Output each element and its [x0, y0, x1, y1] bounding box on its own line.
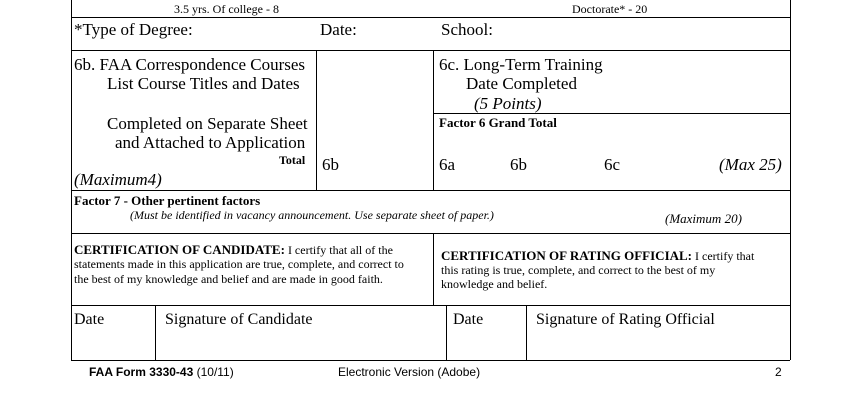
candidate-date-label: Date: [74, 311, 105, 328]
doctorate-points-text: Doctorate* - 20: [572, 2, 648, 16]
form-right-border: [790, 0, 791, 360]
cert-official-line2: this rating is true, complete, and correct to the best of my: [441, 263, 716, 277]
cert-candidate-line2: statements made in this application are true, complete, and correct to: [74, 257, 404, 271]
long-term-title: 6c. Long-Term Training: [439, 55, 603, 74]
cert-official-line1: [441, 248, 754, 264]
cert-candidate-line1-text: I certify that all of the: [284, 243, 393, 257]
electronic-version-text: Electronic Version (Adobe): [338, 365, 481, 379]
form-name: [89, 365, 234, 379]
correspondence-title: 6b. FAA Correspondence Courses: [74, 55, 306, 74]
degree-date-label: Date:: [320, 20, 357, 39]
form-revision-date: (10/11): [193, 365, 234, 379]
rule-signature-top: [71, 305, 790, 306]
cert-candidate-line1: [74, 242, 393, 258]
total-6b-ref: 6b: [322, 155, 339, 174]
divider-sig-candidate: [155, 305, 156, 360]
separate-sheet-line2: and Attached to Application: [115, 133, 306, 152]
max-25-text: (Max 25): [719, 155, 782, 174]
cert-official-line1-text: I certify that: [692, 249, 755, 263]
five-points-text: (5 Points): [474, 94, 542, 113]
grand-total-6b: 6b: [510, 155, 527, 174]
rule-form-bottom: [71, 360, 790, 361]
form-left-border: [71, 0, 72, 360]
divider-cert: [433, 233, 434, 305]
type-of-degree-label: *Type of Degree:: [74, 20, 193, 39]
factor7-maximum: (Maximum 20): [665, 211, 742, 226]
factor7-note: (Must be identified in vacancy announcement. Use separate sheet of paper.): [130, 208, 494, 222]
date-completed-label: Date Completed: [466, 74, 577, 93]
candidate-signature-label: Signature of Candidate: [165, 311, 313, 328]
total-label: Total: [279, 153, 306, 167]
factor7-title: Factor 7 - Other pertinent factors: [74, 193, 261, 208]
official-date-label: Date: [453, 311, 484, 328]
divider-sig-official: [526, 305, 527, 360]
divider-6b-total: [316, 50, 317, 190]
school-label: School:: [441, 20, 493, 39]
separate-sheet-line1: Completed on Separate Sheet: [107, 114, 308, 133]
cert-candidate-heading: CERTIFICATION OF CANDIDATE:: [74, 242, 285, 257]
rule-cert-top: [71, 233, 790, 234]
official-signature-label: Signature of Rating Official: [536, 311, 715, 328]
cert-candidate-line3: the best of my knowledge and belief and are made in good faith.: [74, 272, 383, 286]
divider-6b-6c: [433, 50, 434, 190]
college-points-text: 3.5 yrs. Of college - 8: [174, 2, 279, 16]
grand-total-6c: 6c: [604, 155, 621, 174]
correspondence-subtitle: List Course Titles and Dates: [107, 74, 300, 93]
cert-official-line3: knowledge and belief.: [441, 277, 548, 291]
form-number: FAA Form 3330-43: [89, 365, 194, 379]
maximum-4-text: (Maximum4): [74, 170, 162, 189]
rule-top: [71, 17, 790, 18]
grand-total-6a: 6a: [439, 155, 456, 174]
divider-sig-mid: [446, 305, 447, 360]
page-number: 2: [775, 365, 782, 379]
rule-degree-bottom: [71, 50, 790, 51]
factor6-grand-total-label: Factor 6 Grand Total: [439, 115, 557, 130]
rule-factor7-top: [71, 190, 790, 191]
cert-official-heading: CERTIFICATION OF RATING OFFICIAL:: [441, 248, 693, 263]
